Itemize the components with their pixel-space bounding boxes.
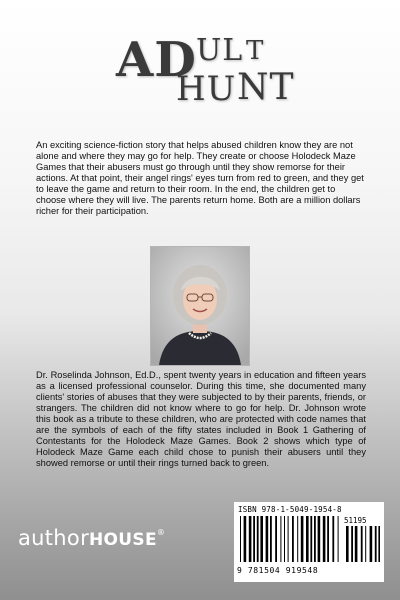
title-part: NT [237,67,295,108]
barcode-bar [260,516,263,562]
barcode-bar [257,516,259,562]
barcode-bar [292,516,294,562]
book-blurb: An exciting science-fiction story that helps abused children know they are not alone and where they may go for help. They create or choose Holodeck Maze Games that their abusers must go through until they show remorse for their actions. At that point, their angel rings' eyes turn from red to green, and they get to leave the game and return to their room. In the end, the children get to choose where they will live. The parents return home. Both are a million dollars richer for their participation. [36,140,364,216]
barcode-bar [327,516,329,562]
ean-digits: 9 781504 919548 [237,566,319,575]
barcode-bar [351,526,353,562]
barcode-bar [346,526,349,562]
author-photo [150,246,250,366]
title-part: HU [176,69,237,109]
barcode-bar [310,516,312,562]
author-photo-illustration [151,247,249,365]
barcode-bar [284,516,285,562]
barcode-bar [266,516,269,562]
isbn-barcode [234,502,384,582]
title-part: UL [196,33,244,68]
barcode-bar [314,516,316,562]
title-part: AD [116,32,197,88]
barcode-bar [306,516,309,562]
barcode-bar [249,516,252,562]
barcode-bar [370,526,373,562]
barcode-bar [270,516,272,562]
barcode-bar [355,526,358,562]
barcode-bar [280,516,281,562]
barcode-bar [318,516,321,562]
barcode-addon-bars [346,526,380,562]
publisher-logo [18,526,165,550]
registered-mark: ® [156,528,166,537]
barcode-bar [275,516,277,562]
title-part: T [246,36,265,66]
barcode-bar [240,516,241,562]
barcode-bar [323,516,326,562]
barcode-bar [253,516,255,562]
publisher-logo-author: author [18,526,90,550]
barcode-bar [244,516,247,562]
barcode-bar [365,526,366,562]
isbn-text: ISBN 978-1-5049-1954-8 [238,505,342,514]
barcode-bar [332,516,334,562]
barcode-bar [288,516,289,562]
barcode-bar [338,516,339,562]
barcode-bar [361,526,363,562]
publisher-logo-house: HOUSE [89,530,157,550]
book-title [0,28,400,118]
barcode-bars [240,516,342,562]
barcode-bar [301,516,304,562]
author-bio: Dr. Roselinda Johnson, Ed.D., spent twenty years in education and fifteen years as a licensed professional counselor. During this time, she documented many clients' stories of abuses that they were subjected to by their parents, friends, or strangers. The children did not know where to go for help. Dr. Johnson wrote this book as a tribute to these children, who are protected with code names that are the symbols of each of the fifty states included in Book 1 Gathering of Contestants for the Holodeck Maze Games. Book 2 shows which type of Holodeck Maze Game each child chose to punish their abusers until they showed remorse or until their rings turned back to green. [36,370,366,468]
barcode-bar [378,526,380,562]
barcode-bar [375,526,377,562]
barcode-bar [297,516,298,562]
price-code: 51195 [344,516,367,525]
